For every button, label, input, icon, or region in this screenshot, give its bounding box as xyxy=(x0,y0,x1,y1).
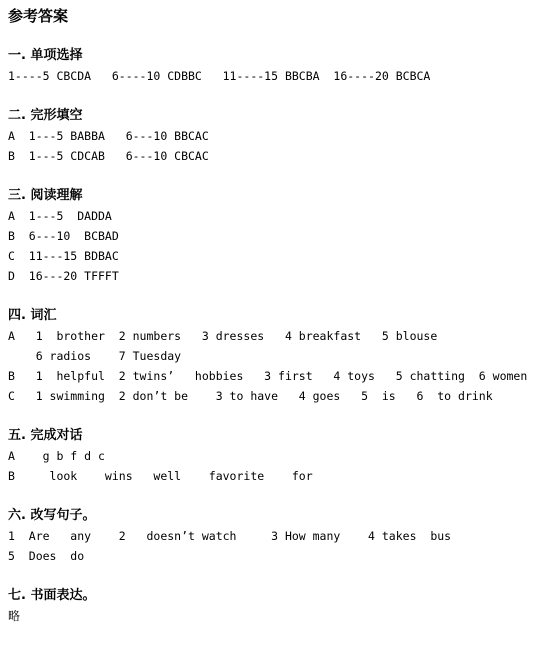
answer-line: 6 radios 7 Tuesday xyxy=(8,349,182,363)
answer-line: B 6---10 BCBAD xyxy=(8,229,119,243)
section-vocabulary xyxy=(8,306,538,406)
answer-line: A 1---5 BABBA 6---10 BBCAC xyxy=(8,129,209,143)
answer-line: B 1 helpful 2 twins’ hobbies 3 first 4 toys 5 chatting 6 women xyxy=(8,369,528,383)
section-reading xyxy=(8,186,538,286)
answer-line: 5 Does do xyxy=(8,549,85,563)
answer-line: A g b f d c xyxy=(8,449,105,463)
section-rewrite xyxy=(8,506,538,566)
section-heading: 五. 完成对话 xyxy=(8,428,83,443)
section-heading: 三. 阅读理解 xyxy=(8,188,83,203)
section-heading: 七. 书面表达。 xyxy=(8,588,96,603)
section-heading: 六. 改写句子。 xyxy=(8,508,96,523)
document-title: 参考答案 xyxy=(8,7,69,25)
answer-key-page xyxy=(8,6,538,646)
answer-line: 1 Are any 2 doesn’t watch 3 How many 4 takes bus xyxy=(8,529,452,543)
section-heading: 一. 单项选择 xyxy=(8,48,83,63)
section-heading: 四. 词汇 xyxy=(8,308,57,323)
answer-line: D 16---20 TFFFT xyxy=(8,269,119,283)
section-writing xyxy=(8,586,538,626)
section-heading: 二. 完形填空 xyxy=(8,108,83,123)
section-single-choice xyxy=(8,46,538,86)
section-dialogue xyxy=(8,426,538,486)
answer-line: 1----5 CBCDA 6----10 CDBBC 11----15 BBCBA 16----20 BCBCA xyxy=(8,69,431,83)
section-cloze xyxy=(8,106,538,166)
answer-line: 略 xyxy=(8,609,21,623)
answer-line: C 1 swimming 2 don’t be 3 to have 4 goes 5 is 6 to drink xyxy=(8,389,493,403)
answer-line: C 11---15 BDBAC xyxy=(8,249,119,263)
answer-line: B look wins well favorite for xyxy=(8,469,313,483)
answer-line: A 1---5 DADDA xyxy=(8,209,112,223)
answer-line: A 1 brother 2 numbers 3 dresses 4 breakfast 5 blouse xyxy=(8,329,438,343)
answer-line: B 1---5 CDCAB 6---10 CBCAC xyxy=(8,149,209,163)
